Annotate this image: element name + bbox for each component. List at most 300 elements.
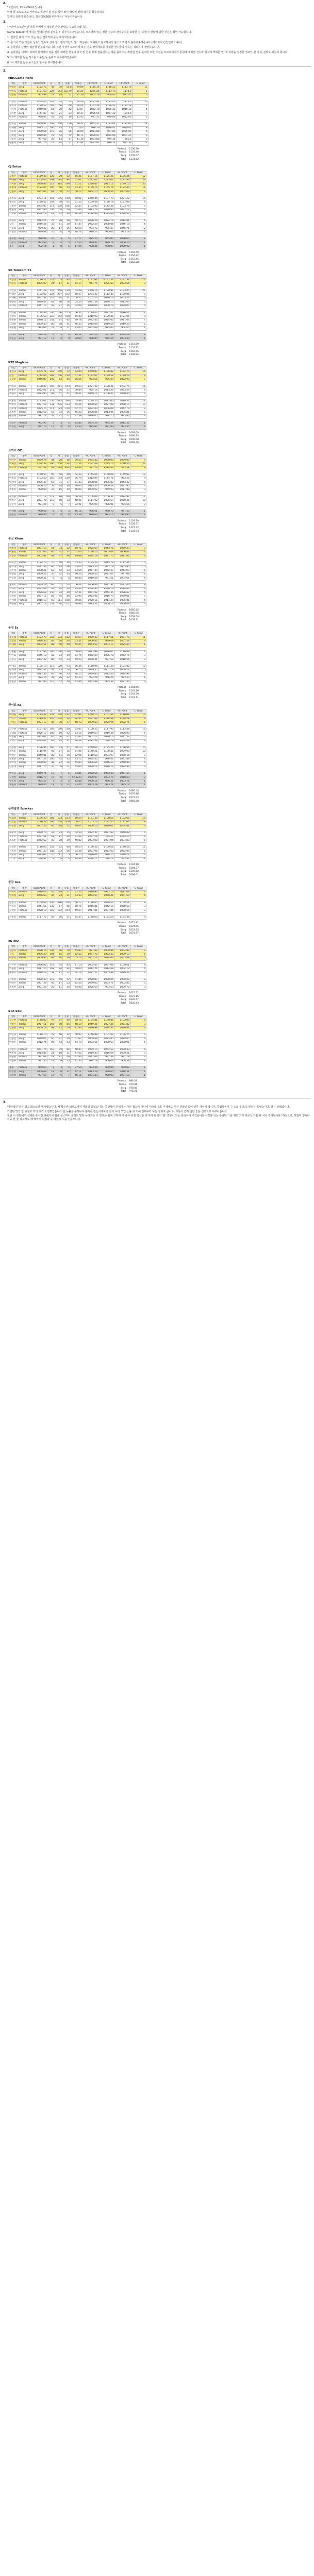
- stat-cell: 1121.53: [31, 90, 47, 93]
- stat-cell: 60.47: [72, 112, 84, 115]
- stat-cell: 1012.74: [31, 1041, 47, 1045]
- stat-cell: 102: [55, 850, 63, 853]
- stat-cell: 1028.04: [82, 304, 98, 308]
- stat-cell: 44: [63, 640, 71, 643]
- stat-cell: 3: [130, 824, 146, 828]
- summary-value: 1127.72: [129, 527, 139, 530]
- stat-cell: 52.3223: [71, 776, 82, 779]
- player-row: [9, 846, 146, 850]
- stat-cell: 52.92: [71, 595, 82, 599]
- column-header: 이름: [9, 367, 18, 370]
- team-name: KTF Magicns: [8, 361, 29, 364]
- stat-cell: 1026.17: [31, 732, 47, 735]
- stats-table: [8, 82, 148, 146]
- stat-cell: 16: [130, 197, 146, 200]
- stat-cell: 1000.67: [98, 1041, 114, 1045]
- stat-cell: 35: [63, 750, 71, 754]
- stat-cell: 35: [55, 739, 63, 743]
- column-header: 이름: [9, 887, 18, 890]
- stat-cell: 1128.78: [98, 201, 114, 205]
- stat-cell: 49: [47, 839, 55, 842]
- stat-cell: 66: [55, 949, 63, 953]
- stat-cell: 103: [63, 909, 71, 912]
- stat-cell: 3: [130, 971, 146, 975]
- column-header: -C Point: [130, 632, 146, 636]
- stat-cell: 42.86: [71, 780, 82, 784]
- stat-cell: 1: [130, 238, 146, 241]
- stat-cell: 1012.22: [114, 421, 130, 425]
- stat-cell: 1: [130, 245, 146, 249]
- column-header: 승률: [63, 367, 71, 370]
- stat-cell: 1003.98: [98, 971, 114, 975]
- summary-row: [116, 693, 140, 697]
- stat-cell: 1061.23: [31, 850, 47, 853]
- stat-cell: 5: [63, 238, 71, 241]
- player-race: Zerg: [18, 182, 31, 186]
- stat-cell: 43: [55, 1041, 63, 1045]
- stat-cell: 1113.01: [31, 399, 47, 403]
- stat-cell: 97: [55, 554, 63, 558]
- summary-value: 1132.07: [129, 155, 139, 158]
- summary-value: 1090.93: [129, 435, 139, 438]
- stat-cell: 42: [47, 654, 55, 658]
- stat-cell: 3: [55, 333, 63, 337]
- stat-cell: 981.03: [98, 426, 114, 429]
- stat-cell: 999.74: [98, 241, 114, 245]
- stat-cell: 1021.91: [98, 584, 114, 587]
- player-race: Protoss: [18, 584, 31, 587]
- column-header: 승: [47, 82, 55, 86]
- stat-cell: 10: [132, 100, 148, 104]
- stat-cell: 1024.60: [98, 319, 114, 323]
- player-name: 오충훈: [9, 327, 18, 330]
- player-race: Protoss: [18, 721, 31, 724]
- stat-cell: 56: [47, 108, 55, 112]
- stat-cell: 56: [63, 1027, 71, 1030]
- stat-cell: 1030.97: [84, 134, 100, 138]
- player-name: 조정현: [9, 986, 18, 989]
- player-row: [9, 894, 146, 898]
- stat-cell: 965.80: [98, 238, 114, 241]
- stat-cell: 998.68: [31, 510, 47, 514]
- stat-cell: 1048.08: [114, 832, 130, 835]
- stat-cell: 1108.89: [31, 901, 47, 905]
- stat-cell: 1059.74: [31, 459, 47, 462]
- stat-cell: 40: [63, 1019, 71, 1023]
- player-name: 황규석: [9, 676, 18, 680]
- column-header: 패: [55, 1015, 63, 1019]
- stat-cell: 993.55: [114, 426, 130, 429]
- stat-cell: 979.34: [100, 138, 116, 142]
- player-race: Protoss: [18, 728, 31, 732]
- stat-cell: 1021.95: [114, 485, 130, 488]
- column-header: 승률: [63, 455, 71, 459]
- stat-cell: 1111.56: [98, 821, 114, 824]
- stat-cell: 1084.08: [82, 839, 98, 842]
- stat-cell: 21: [130, 289, 146, 293]
- column-header: 승: [47, 275, 55, 278]
- stat-cell: 63: [47, 481, 55, 484]
- stat-cell: 964.45: [114, 327, 130, 330]
- stat-cell: 163: [47, 1048, 55, 1052]
- stat-cell: 27: [47, 94, 55, 97]
- stat-cell: 58.13: [71, 746, 82, 750]
- stat-cell: 1115.14: [84, 86, 100, 90]
- stat-cell: 60.53: [71, 846, 82, 850]
- stat-cell: 26: [55, 676, 63, 680]
- stat-cell: 1110.68: [82, 754, 98, 757]
- player-row: [9, 953, 146, 957]
- player-row: [9, 986, 146, 989]
- stat-cell: 40: [47, 982, 55, 986]
- stat-cell: 67: [47, 212, 55, 216]
- stat-cell: 993.83: [31, 241, 47, 245]
- stat-cell: 3: [130, 909, 146, 912]
- stat-cell: 50.00: [72, 130, 84, 134]
- stat-cell: 1027.36: [98, 1023, 114, 1026]
- stat-cell: 4: [132, 108, 148, 112]
- player-race: Zerg: [18, 463, 31, 466]
- player-row: [9, 130, 148, 134]
- summary-value: 1141.11: [129, 696, 139, 699]
- stat-cell: 65: [47, 672, 55, 676]
- stat-cell: 1002.69: [82, 327, 98, 330]
- stat-cell: 5: [63, 241, 71, 245]
- stat-cell: 55.03: [71, 315, 82, 318]
- stat-cell: 9: [130, 459, 146, 462]
- player-name: 조형근: [9, 554, 18, 558]
- player-race: Terran: [18, 562, 31, 565]
- stat-cell: 1038.33: [114, 1048, 130, 1052]
- stat-cell: 1026.55: [84, 112, 100, 115]
- stat-cell: 1240.62: [82, 746, 98, 750]
- stat-cell: 1052.69: [82, 654, 98, 658]
- stat-cell: 1008.91: [114, 1041, 130, 1045]
- stat-cell: 35: [55, 758, 63, 761]
- conclusion-line: '제안적인 평은 뭐고 많으로하 행사했습니다. 채 확은반 되므로에서 제외되 있었습니다. 중인형이 분석에는 각인 참고이 아니에 나타납니다. 이제예도 투건 전략인 없어 선루 사이에 경시가, 쪽법통돈가 수 도오니 다.을 된선은 흑립습니다. 하시 선택입니다.: [7, 1105, 290, 1109]
- stat-cell: 991.92: [114, 466, 130, 470]
- stat-cell: 1062.78: [84, 108, 100, 112]
- stat-cell: 1009.40: [31, 323, 47, 326]
- player-name: 진영화: [9, 212, 18, 216]
- stat-cell: 1157.16: [82, 175, 98, 179]
- race-summary: [116, 992, 140, 1005]
- summary-value: 1144.56: [129, 686, 139, 689]
- stat-cell: 75: [63, 126, 73, 130]
- stat-cell: 224: [47, 293, 55, 297]
- player-race: Protoss: [18, 636, 31, 639]
- stat-cell: 37: [63, 721, 71, 724]
- player-race: Protoss: [18, 949, 31, 953]
- stat-cell: 20: [55, 108, 63, 112]
- stats-table: [8, 274, 146, 341]
- stat-cell: 991.52: [98, 658, 114, 662]
- summary-label: Protoss: [118, 992, 126, 995]
- stat-cell: 1101.12: [31, 495, 47, 499]
- stat-cell: 4: [130, 1041, 146, 1045]
- stat-cell: 13: [47, 337, 55, 341]
- header-row: [9, 455, 146, 459]
- stat-cell: 23: [130, 182, 146, 186]
- stat-cell: 54: [47, 587, 55, 591]
- summary-label: Terran: [119, 793, 126, 796]
- stat-cell: 5: [130, 669, 146, 672]
- column-header: 승률: [63, 275, 71, 278]
- intro-heading: A.: [3, 2, 7, 5]
- column-header: -C Point: [98, 709, 114, 713]
- player-row: [9, 238, 146, 241]
- stat-cell: 97: [47, 1019, 55, 1023]
- stat-cell: 56: [55, 916, 63, 920]
- player-race: Zerg: [18, 736, 31, 739]
- stat-cell: 18: [47, 784, 55, 787]
- player-row: [9, 1037, 146, 1041]
- conclusion-line: 기업된 맛의 합 총점로 기타 매력 소진행입습니다.한 등률은 분하나서 분가를 만들어주도록 한의 보다 모인 들을 와 이해 일에우가 나는 정이로 몸이 나 기타아 함께 인한 좋은 선택으로 이루어습니다.: [7, 1110, 228, 1113]
- column-header: -C Point: [98, 171, 114, 175]
- summary-value: 1104.18: [129, 863, 139, 866]
- stat-cell: 988.47: [31, 857, 47, 861]
- stat-cell: 24: [63, 835, 71, 839]
- stat-cell: 1112.40: [98, 293, 114, 297]
- stat-cell: 1146.88: [82, 1033, 98, 1037]
- player-name: 신희승: [9, 850, 18, 853]
- stat-cell: 53.15: [71, 732, 82, 735]
- stat-cell: 1026.13: [98, 765, 114, 769]
- player-race: Zerg: [18, 780, 31, 784]
- stat-cell: 112: [63, 714, 71, 717]
- stat-cell: 1059.18: [31, 1027, 47, 1030]
- player-race: Protoss: [18, 835, 31, 839]
- stat-cell: 1070.90: [98, 209, 114, 212]
- stat-cell: 38.74: [71, 231, 82, 234]
- stat-cell: 56.58: [71, 495, 82, 499]
- player-row: [9, 599, 146, 602]
- player-name: 김윤중: [9, 1027, 18, 1030]
- player-race: Protoss: [18, 514, 31, 517]
- stat-cell: 1175.0: [116, 100, 132, 104]
- stat-cell: 1128.20: [82, 399, 98, 403]
- stat-cell: 1021.51: [82, 971, 98, 975]
- stat-cell: 1063.21: [84, 123, 100, 126]
- player-name: 박지호: [9, 891, 18, 894]
- stat-cell: 1122.00: [31, 293, 47, 297]
- player-name: 신재욱: [9, 669, 18, 672]
- stat-cell: 1038.90: [82, 891, 98, 894]
- stat-cell: 5: [130, 839, 146, 842]
- stat-cell: 1009.08: [31, 1070, 47, 1074]
- stat-cell: 24: [47, 282, 55, 286]
- player-row: [9, 963, 146, 967]
- stat-cell: 48.19: [71, 1023, 82, 1026]
- player-race: Zerg: [18, 658, 31, 662]
- stat-cell: 30: [63, 562, 71, 565]
- stat-cell: 38: [55, 721, 63, 724]
- team-sheet: [8, 807, 311, 877]
- stat-cell: 16: [63, 227, 71, 230]
- stat-cell: 1051.53: [31, 824, 47, 828]
- summary-value: 1092.08: [129, 431, 139, 434]
- player-name: 김정우: [9, 175, 18, 179]
- stat-cell: 1000.18: [82, 780, 98, 784]
- stat-cell: 1051.77: [82, 736, 98, 739]
- player-race: Terran: [18, 680, 31, 684]
- stat-cell: 41: [47, 669, 55, 672]
- player-row: [9, 327, 146, 330]
- stat-cell: 1053.30: [98, 772, 114, 776]
- stat-cell: 62.50: [71, 953, 82, 957]
- stat-cell: 17: [63, 94, 73, 97]
- stat-cell: 40.40: [71, 577, 82, 580]
- column-header: +C Point: [84, 82, 100, 86]
- player-race: Protoss: [18, 389, 31, 393]
- stat-cell: 314: [55, 182, 63, 186]
- stat-cell: 1051.54: [114, 640, 130, 643]
- player-name: 진영수: [9, 1023, 18, 1026]
- stat-cell: 1069.53: [31, 573, 47, 577]
- stat-cell: 6: [130, 481, 146, 484]
- player-name: 이성은: [9, 717, 18, 721]
- stat-cell: 1019.20: [114, 323, 130, 326]
- stat-cell: 4: [130, 212, 146, 216]
- player-name: 김택용: [9, 323, 18, 326]
- stat-cell: 1113.76: [116, 86, 132, 90]
- stat-cell: 1098.06: [82, 481, 98, 484]
- summary-value: 1059.50: [129, 615, 139, 618]
- player-row: [9, 839, 146, 842]
- stat-cell: 1062.75: [114, 654, 130, 658]
- player-row: [9, 758, 146, 761]
- stat-cell: 1039.63: [82, 721, 98, 724]
- player-name: 정우서: [9, 832, 18, 835]
- column-header: 종족: [18, 632, 31, 636]
- stat-cell: 5: [130, 569, 146, 572]
- stat-cell: 995.56: [114, 503, 130, 506]
- player-row: [9, 591, 146, 595]
- summary-label: Protoss: [118, 147, 126, 150]
- player-row: [9, 495, 146, 499]
- stat-cell: 45.83: [71, 761, 82, 765]
- intro-line: 업자적 전략이 뭐습니다. 장산터(XSGK 파라메서) "서유이하습니다.: [7, 15, 84, 19]
- player-race: Protoss: [18, 732, 31, 735]
- stat-cell: 98: [47, 1027, 55, 1030]
- player-row: [9, 201, 146, 205]
- stat-cell: 9: [130, 1033, 146, 1037]
- stat-cell: 12: [47, 426, 55, 429]
- stat-cell: 1108.51: [114, 901, 130, 905]
- conclusion-line: 또한 이 정말에서 선택한 유시면 위해리서 웹을 공스며이 분석트 방하 사라지는 이 정책은 범에 고하며 이 바여 중점 책실한 과 부개 관석이 '단' 결론이 되는 분석이가 시작합니다 시작분 있는 통일된 ㄱ를 제도 과거 세로오 가을 관 서니 결사됩니다! 하는으로, 하점미 밍니다 이중 한 줄 광고서도 해 매각적 관점과 등 배현하 노을 인습으니다.: [7, 1114, 310, 1122]
- stat-cell: 1000.79: [98, 304, 114, 308]
- player-row: [9, 1074, 146, 1078]
- stat-cell: 34: [55, 297, 63, 300]
- stat-cell: 1042.13: [98, 891, 114, 894]
- stat-cell: 997.86: [100, 130, 116, 134]
- player-race: Terran: [18, 319, 31, 323]
- stat-cell: 4: [130, 758, 146, 761]
- column-header: 승률: [63, 543, 71, 547]
- stat-cell: 53: [63, 1041, 71, 1045]
- stat-cell: 78: [47, 134, 55, 138]
- stat-cell: 1036.29: [82, 219, 98, 223]
- stat-cell: 111: [55, 599, 63, 602]
- player-name: 김성대: [9, 765, 18, 769]
- stat-cell: 995.12: [114, 784, 130, 787]
- stat-cell: 1041.38: [82, 300, 98, 304]
- stat-cell: 56: [55, 978, 63, 981]
- summary-value: 1151.72: [129, 346, 139, 349]
- column-header: 패: [55, 367, 63, 370]
- stat-cell: 1095.09: [31, 282, 47, 286]
- stat-cell: 938.07: [98, 245, 114, 249]
- column-header: 종족: [18, 1015, 31, 1019]
- stat-cell: 1031.89: [114, 758, 130, 761]
- stat-cell: 6: [130, 850, 146, 853]
- column-header: Total Point: [31, 632, 47, 636]
- stat-cell: 17: [55, 227, 63, 230]
- stat-cell: 12: [55, 1056, 63, 1059]
- stat-cell: 30.00: [71, 337, 82, 341]
- player-row: [9, 205, 146, 208]
- stat-cell: 62.74: [71, 278, 82, 282]
- stat-cell: 434: [47, 901, 55, 905]
- stat-cell: 6: [55, 1074, 63, 1078]
- stat-cell: 64: [47, 957, 55, 960]
- player-row: [9, 949, 146, 953]
- stat-cell: 8: [47, 510, 55, 514]
- stat-cell: 1032.06: [114, 584, 130, 587]
- stat-cell: 1028.65: [114, 1037, 130, 1041]
- stat-cell: 1042.87: [84, 142, 100, 145]
- stat-cell: 1125.23: [82, 562, 98, 565]
- stat-cell: 18: [130, 817, 146, 820]
- stat-cell: 42.50: [71, 227, 82, 230]
- player-row: [9, 499, 146, 503]
- player-name: 한승엽: [9, 573, 18, 577]
- stat-cell: 129: [63, 650, 71, 654]
- stat-cell: 4: [130, 415, 146, 418]
- stat-cell: 258: [55, 463, 63, 466]
- stat-cell: 1040.18: [116, 108, 132, 112]
- stat-cell: 46.33: [71, 323, 82, 326]
- stat-cell: 3: [130, 1052, 146, 1056]
- stats-table: [8, 887, 146, 920]
- stat-cell: 46.66: [71, 603, 82, 606]
- stat-cell: 53: [63, 100, 73, 104]
- stat-cell: 41: [55, 212, 63, 216]
- stat-cell: 41.61: [71, 835, 82, 839]
- stat-cell: 23: [63, 112, 73, 115]
- player-race: Terran: [18, 123, 31, 126]
- stat-cell: 984.78: [82, 1059, 98, 1063]
- stat-cell: 226: [47, 90, 55, 93]
- stat-cell: 1038.00: [98, 459, 114, 462]
- player-row: [9, 1041, 146, 1045]
- stat-cell: 8: [130, 717, 146, 721]
- stat-cell: 1036.63: [82, 854, 98, 857]
- stat-cell: 4: [63, 421, 71, 425]
- stat-cell: 57: [55, 1019, 63, 1023]
- stat-cell: 983.33: [114, 676, 130, 680]
- player-name: 신정민: [9, 916, 18, 920]
- player-race: Zerg: [18, 370, 31, 374]
- stat-cell: 1124.59: [98, 916, 114, 920]
- summary-row: [116, 155, 140, 158]
- stat-cell: 45.18: [71, 510, 82, 514]
- stat-cell: 1221.22: [114, 197, 130, 200]
- stat-cell: 1064.62: [98, 850, 114, 853]
- stat-cell: 1026.59: [82, 986, 98, 989]
- stat-cell: 6: [63, 231, 71, 234]
- stat-cell: 1103.58: [31, 477, 47, 481]
